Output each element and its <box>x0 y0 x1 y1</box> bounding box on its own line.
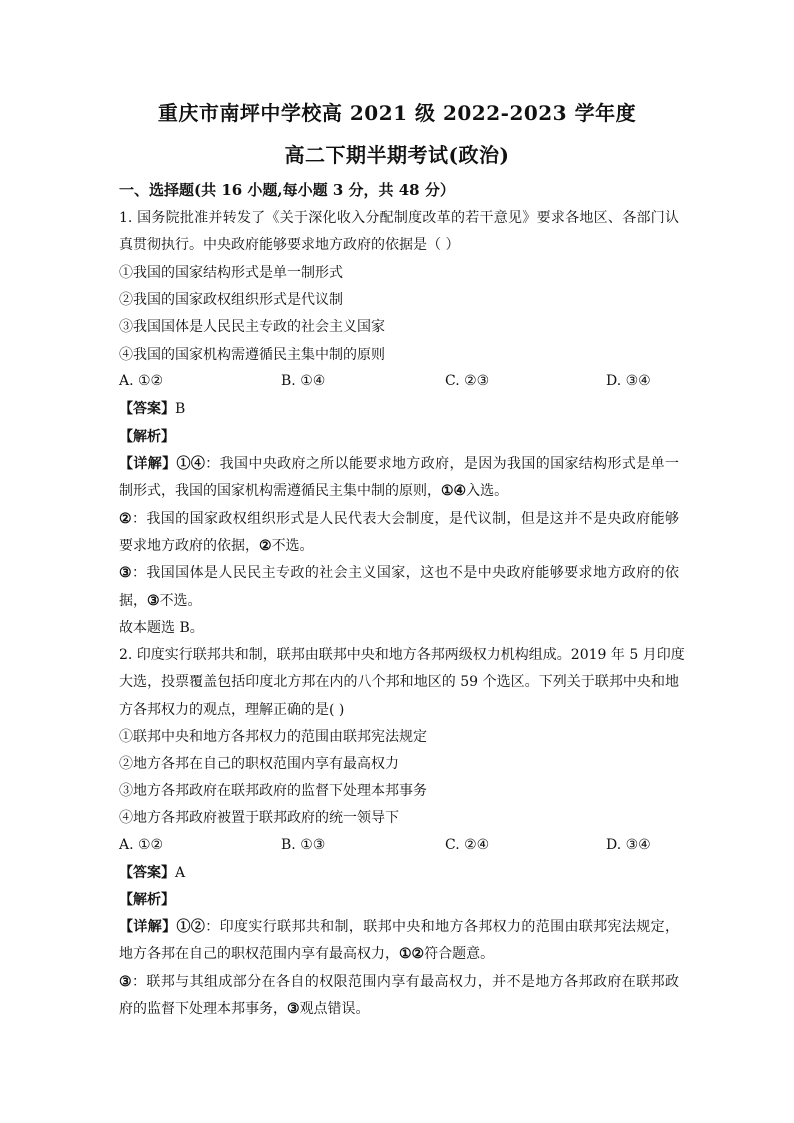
q1-option-4: ④我国的国家机构需遵循民主集中制的原则 <box>119 347 385 363</box>
q1-choice-b: B. ①④ <box>281 373 326 389</box>
q1-option-2: ②我国的国家政权组织形式是代议制 <box>119 292 343 308</box>
q2-choice-d: D. ③④ <box>606 837 651 853</box>
q1-p2-line1 <box>119 510 679 529</box>
q2-p3-line2-end: 观点错误。 <box>299 1001 370 1017</box>
q2-p3-text: ：联邦与其组成部分在各自的权限范围内享有最高权力，并不是地方各邦政府在联邦政 <box>131 974 679 990</box>
q2-detail-line1 <box>119 918 679 937</box>
q1-stem-line2: 真贯彻执行。中央政府能够要求地方政府的依据是（ ） <box>119 237 460 253</box>
q1-p3-line2-text: 据， <box>119 593 147 609</box>
q2-detail-text: ：印度实行联邦共和制，联邦中央和地方各邦权力的范围由联邦宪法规定， <box>205 919 680 935</box>
q1-p3-line2 <box>119 592 679 611</box>
q2-option-4: ④地方各邦政府被置于联邦政府的统一领导下 <box>119 810 399 826</box>
q2-option-2: ②地方各邦在自己的职权范围内享有最高权力 <box>119 756 399 772</box>
q2-option-1: ①联邦中央和地方各邦权力的范围由联邦宪法规定 <box>119 729 427 745</box>
q1-choice-c: C. ②③ <box>445 373 490 389</box>
q1-p2-line2-mark: ② <box>259 538 272 554</box>
q1-analysis-tag: 【解析】 <box>119 429 175 445</box>
q1-choice-a: A. ①② <box>119 373 164 389</box>
q2-p3-line2 <box>119 1000 679 1019</box>
q1-option-3: ③我国国体是人民民主专政的社会主义国家 <box>119 319 385 335</box>
q2-detail-line2 <box>119 945 679 964</box>
q2-stem-line1: 2. 印度实行联邦共和制，联邦由联邦中央和地方各邦两级权力机构组成。2019 年 5 月印度 <box>119 647 685 663</box>
q1-p2-line2-text: 要求地方政府的依据， <box>119 538 259 554</box>
q1-detail-line2-end: 入选。 <box>466 483 509 499</box>
q2-answer <box>119 864 679 883</box>
q2-analysis-tag: 【解析】 <box>119 892 175 908</box>
q2-stem-line2: 大选，投票覆盖包括印度北方邦在内的八个邦和地区的 59 个选区。下列关于联邦中央和地 <box>119 674 679 690</box>
q1-p3-lead: ③ <box>119 565 132 581</box>
q1-detail-text: ：我国中央政府之所以能要求地方政府，是因为我国的国家结构形式是单一 <box>205 456 680 472</box>
page-title: 重庆市南坪中学校高 2021 级 2022-2023 学年度 <box>157 101 637 125</box>
q2-choice-a: A. ①② <box>119 837 164 853</box>
q1-choice-d: D. ③④ <box>606 373 651 389</box>
q2-detail-tag: 【详解】 <box>119 919 177 935</box>
q1-detail-line2-text: 制形式，我国的国家机构需遵循民主集中制的原则， <box>119 483 441 499</box>
q1-detail-lead: ①④ <box>176 456 206 472</box>
q1-detail-line2 <box>119 482 679 501</box>
q1-detail-tag: 【详解】 <box>119 456 177 472</box>
q2-answer-tag: 【答案】 <box>119 865 175 881</box>
page-subtitle: 高二下期半期考试(政治) <box>284 143 510 167</box>
q1-p3-line2-mark: ③ <box>147 593 160 609</box>
q1-answer <box>119 400 679 419</box>
q1-detail-line1 <box>119 455 679 474</box>
q1-p3-text: ：我国国体是人民民主专政的社会主义国家，这也不是中央政府能够要求地方政府的依 <box>131 565 679 581</box>
q1-stem-line1: 1. 国务院批准并转发了《关于深化收入分配制度改革的若干意见》要求各地区、各部门认 <box>119 210 679 226</box>
q1-answer-value: B <box>175 401 186 417</box>
q2-choice-c: C. ②④ <box>445 837 490 853</box>
section-heading: 一、选择题(共 16 小题,每小题 3 分，共 48 分） <box>119 181 455 199</box>
q2-p3-line2-text: 府的监督下处理本邦事务， <box>119 1001 287 1017</box>
q2-detail-lead: ①② <box>176 919 206 935</box>
q2-detail-line2-text: 地方各邦在自己的职权范围内享有最高权力， <box>119 946 399 962</box>
q1-answer-tag: 【答案】 <box>119 401 175 417</box>
q2-stem-line3: 方各邦权力的观点，理解正确的是( ) <box>119 702 345 718</box>
q2-p3-line2-mark: ③ <box>287 1001 300 1017</box>
q2-p3-lead: ③ <box>119 974 132 990</box>
q1-p2-line2-end: 不选。 <box>271 538 314 554</box>
q2-detail-line2-end: 符合题意。 <box>424 946 495 962</box>
q1-p2-text: ：我国的国家政权组织形式是人民代表大会制度，是代议制，但是这并不是央政府能够 <box>131 511 679 527</box>
q1-conclusion: 故本题选 B。 <box>119 620 204 636</box>
q1-option-1: ①我国的国家结构形式是单一制形式 <box>119 265 343 281</box>
q1-detail-line2-mark: ①④ <box>441 483 467 499</box>
q2-detail-line2-mark: ①② <box>399 946 425 962</box>
q2-choice-b: B. ①③ <box>281 837 326 853</box>
q2-option-3: ③地方各邦政府在联邦政府的监督下处理本邦事务 <box>119 783 427 799</box>
q1-p2-lead: ② <box>119 511 132 527</box>
q1-p3-line2-end: 不选。 <box>159 593 202 609</box>
q2-p3-line1 <box>119 973 679 992</box>
q1-p3-line1 <box>119 564 679 583</box>
q1-p2-line2 <box>119 537 679 556</box>
q2-answer-value: A <box>175 865 186 881</box>
